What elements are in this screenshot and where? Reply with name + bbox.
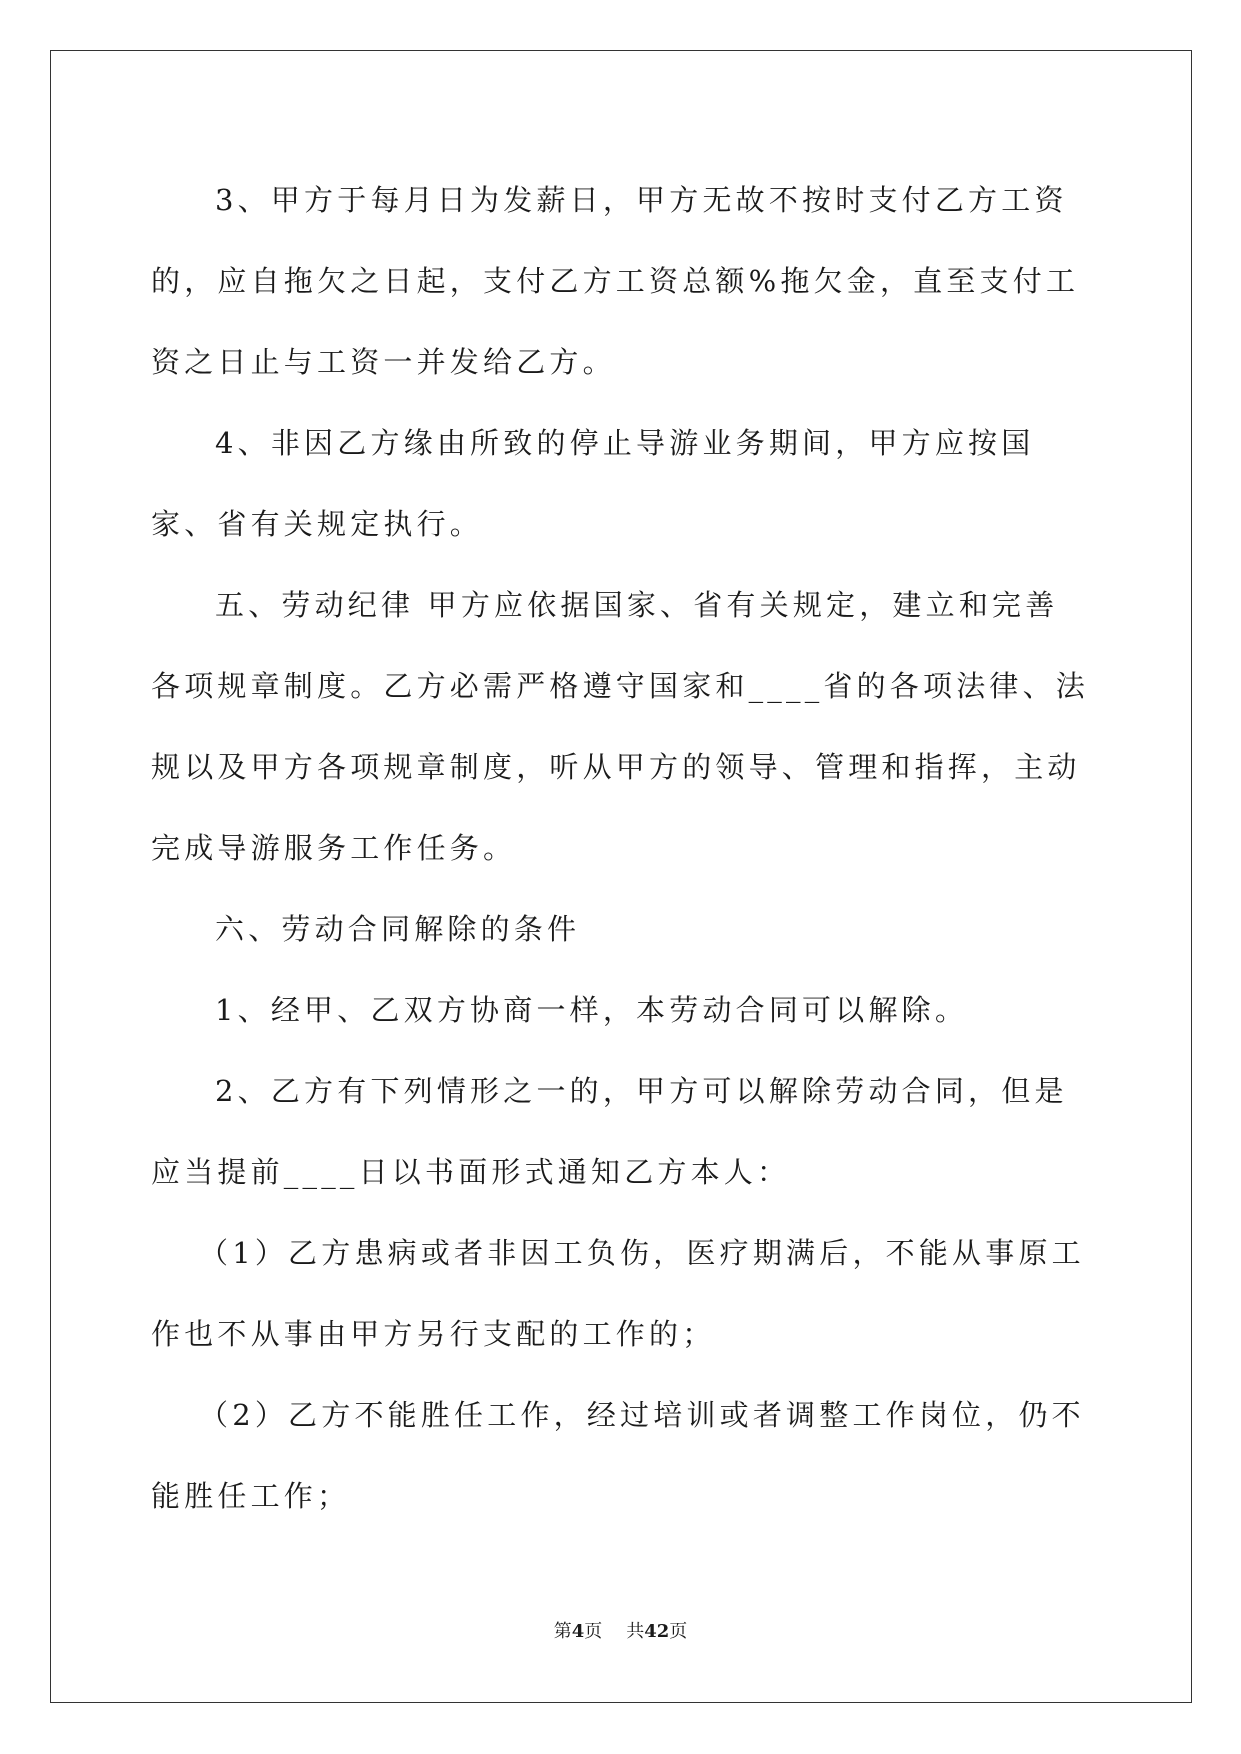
paragraph-illness-clause: （1）乙方患病或者非因工负伤，医疗期满后，不能从事原工作也不从事由甲方另行支配的工作的； [151,1236,1085,1351]
section-heading-contract-termination: 六、劳动合同解除的条件 [215,912,581,946]
document-body [151,160,1091,1537]
paragraph-suspension-period: 4、非因乙方缘由所致的停止导游业务期间，甲方应按国家、省有关规定执行。 [151,426,1035,541]
footer-current-page: 4 [571,1621,585,1642]
footer-total-suffix: 页 [669,1621,688,1642]
page-footer [0,1617,1241,1643]
paragraph-termination-notice: 2、乙方有下列情形之一的，甲方可以解除劳动合同，但是应当提前____日以书面形式通知乙方本人： [151,1074,1068,1189]
footer-total-pages: 42 [644,1621,670,1642]
footer-page-word: 页 [584,1621,603,1642]
paragraph-labor-discipline: 五、劳动纪律 甲方应依据国家、省有关规定，建立和完善各项规章制度。乙方必需严格遵守国家和____省的各项法律、法规以及甲方各项规章制度，听从甲方的领导、管理和指挥，主动完成导游服务工作任务。 [151,588,1090,865]
paragraph-salary-payment: 3、甲方于每月日为发薪日，甲方无故不按时支付乙方工资的，应自拖欠之日起，支付乙方工资总额%拖欠金，直至支付工资之日止与工资一并发给乙方。 [151,183,1080,379]
footer-total-prefix: 共 [626,1621,645,1642]
footer-prefix: 第 [553,1621,572,1642]
paragraph-incompetence-clause: （2）乙方不能胜任工作，经过培训或者调整工作岗位，仍不能胜任工作； [151,1398,1085,1513]
paragraph-mutual-termination: 1、经甲、乙双方协商一样，本劳动合同可以解除。 [215,993,969,1027]
